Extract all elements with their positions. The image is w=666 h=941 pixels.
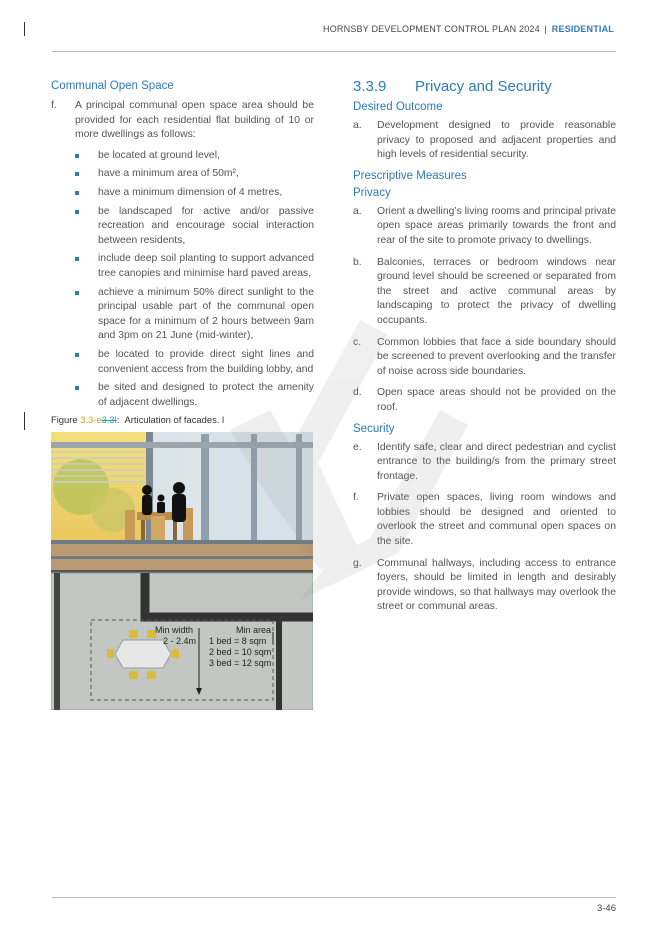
item-text: Orient a dwelling’s living rooms and principal private open space areas primarily towards the front and rear of the site to promote privacy to dwellings.: [377, 205, 616, 246]
item-marker: c.: [353, 336, 362, 348]
area-3-bed: 3 bed = 12 sqm: [209, 658, 272, 668]
item-text: Communal hallways, including access to entrance foyers, should be limited in length and desirably provide windows, so that hallways may overlook the street or communal areas.: [377, 557, 616, 613]
bullet-icon: [74, 252, 98, 281]
item-text: Balconies, terraces or bedroom windows near ground level should be screened or separated from the street and active communal areas by landscaping to protect the privacy of dwelling occupants.: [377, 256, 616, 326]
left-column: [51, 80, 314, 425]
section-number: 3.3.9: [353, 78, 387, 95]
revision-mark-caption: [24, 412, 25, 430]
privacy-item: [353, 386, 616, 415]
security-item: [353, 557, 616, 615]
bullet-icon: [74, 186, 98, 201]
right-column: [353, 78, 616, 622]
item-text: Identify safe, clear and direct pedestrian and cyclist entrance to the building/s from the primary street frontage.: [377, 441, 616, 482]
header-separator: |: [544, 24, 548, 34]
section-heading: [353, 78, 616, 95]
item-marker: a.: [353, 205, 362, 217]
bullet-text: be located at ground level,: [98, 149, 220, 161]
bullet-item: [74, 381, 314, 410]
min-area-label: Min area: [236, 625, 272, 635]
item-text: Private open spaces, living room windows and lobbies should be designed and oriented to overlook the street and communal open spaces on the site.: [377, 492, 616, 548]
area-2-bed: 2 bed = 10 sqm: [209, 647, 272, 657]
item-text: A principal communal open space area should be provided for each residential flat building of 10 or more dwellings as follows:: [75, 100, 314, 141]
perspective-view: [51, 432, 313, 570]
bullet-item: [74, 149, 314, 164]
privacy-item: [353, 336, 616, 380]
figure-title: Articulation of facades: [124, 414, 217, 426]
bullet-item: [74, 348, 314, 377]
page-number: 3-46: [596, 903, 616, 914]
prescriptive-measures-heading: Prescriptive Measures: [353, 169, 467, 182]
bullet-icon: [74, 167, 98, 182]
bullet-icon: [74, 149, 98, 164]
bullet-item: [74, 286, 314, 344]
figure-caption-prefix: Figure: [51, 414, 81, 426]
privacy-item: [353, 256, 616, 329]
min-width-label: Min width: [155, 625, 194, 635]
bullet-text: have a minimum area of 50m²,: [98, 168, 239, 180]
bullet-text: include deep soil planting to support advanced tree canopies and minimise hard paved areas,: [98, 253, 314, 279]
item-text: Development designed to provide reasonable privacy to proposed and adjacent properties and high levels of residential security.: [377, 120, 616, 161]
item-text: Common lobbies that face a side boundary should be screened to prevent overlooking and the transfer of noise across side boundaries.: [377, 336, 616, 377]
item-marker: g.: [353, 557, 362, 569]
communal-open-space-heading: Communal Open Space: [51, 80, 174, 92]
security-item: [353, 491, 616, 549]
area-1-bed: 1 bed = 8 sqm: [209, 636, 267, 646]
bullet-text: be sited and designed to protect the amenity of adjacent dwellings.: [98, 382, 314, 408]
figure-caption-colon: :: [116, 414, 120, 426]
security-item: [353, 441, 616, 485]
item-marker: f.: [51, 100, 57, 111]
bullet-text: achieve a minimum 50% direct sunlight to the principal usable part of the communal open space for a minimum of 2 hours between 9am and 3pm on 21 June (mid-winter),: [98, 286, 314, 342]
articulation-figure: [51, 432, 313, 710]
privacy-heading: Privacy: [353, 186, 391, 199]
bullet-icon: [74, 286, 98, 344]
item-marker: b.: [353, 256, 362, 268]
figure-caption-tail: . l: [216, 414, 225, 426]
bullet-item: [74, 205, 314, 249]
bullet-text: have a minimum dimension of 4 metres,: [98, 186, 283, 198]
figure-caption: [51, 414, 314, 425]
figure-illustration: [51, 432, 313, 710]
bullet-icon: [74, 348, 98, 377]
footer-rule: [52, 897, 616, 898]
bullet-item: [74, 252, 314, 281]
revision-mark-top: [24, 22, 25, 36]
bullet-item: [74, 186, 314, 201]
bullet-icon: [74, 381, 98, 410]
bullet-icon: [74, 205, 98, 249]
security-heading: Security: [353, 422, 395, 435]
bullet-list: [51, 149, 314, 411]
section-title: Privacy and Security: [415, 78, 552, 95]
item-text: Open space areas should not be provided on the roof.: [377, 387, 616, 413]
header-doc-title: HORNSBY DEVELOPMENT CONTROL PLAN 2024: [323, 24, 540, 34]
bullet-text: be landscaped for active and/or passive recreation and encourage social interaction between residents,: [98, 205, 314, 246]
header-rule: [52, 51, 616, 52]
min-width-value: 2 - 2.4m: [163, 636, 197, 646]
item-marker: d.: [353, 387, 362, 399]
figure-number-new: 3.3-e: [80, 414, 102, 426]
header-section: RESIDENTIAL: [551, 24, 614, 34]
item-f: [51, 99, 314, 143]
desired-outcome-heading: Desired Outcome: [353, 101, 443, 113]
page-header: [323, 24, 614, 34]
item-marker: e.: [353, 441, 362, 453]
figure-number-old: 3.3l: [101, 414, 117, 426]
item-marker: a.: [353, 120, 362, 131]
bullet-item: [74, 167, 314, 182]
bullet-text: be located to provide direct sight lines and convenient access from the building lobby, and: [98, 348, 314, 375]
plan-view: [51, 573, 313, 710]
privacy-item: [353, 205, 616, 249]
outcome-item: [353, 119, 616, 163]
item-marker: f.: [353, 492, 359, 504]
